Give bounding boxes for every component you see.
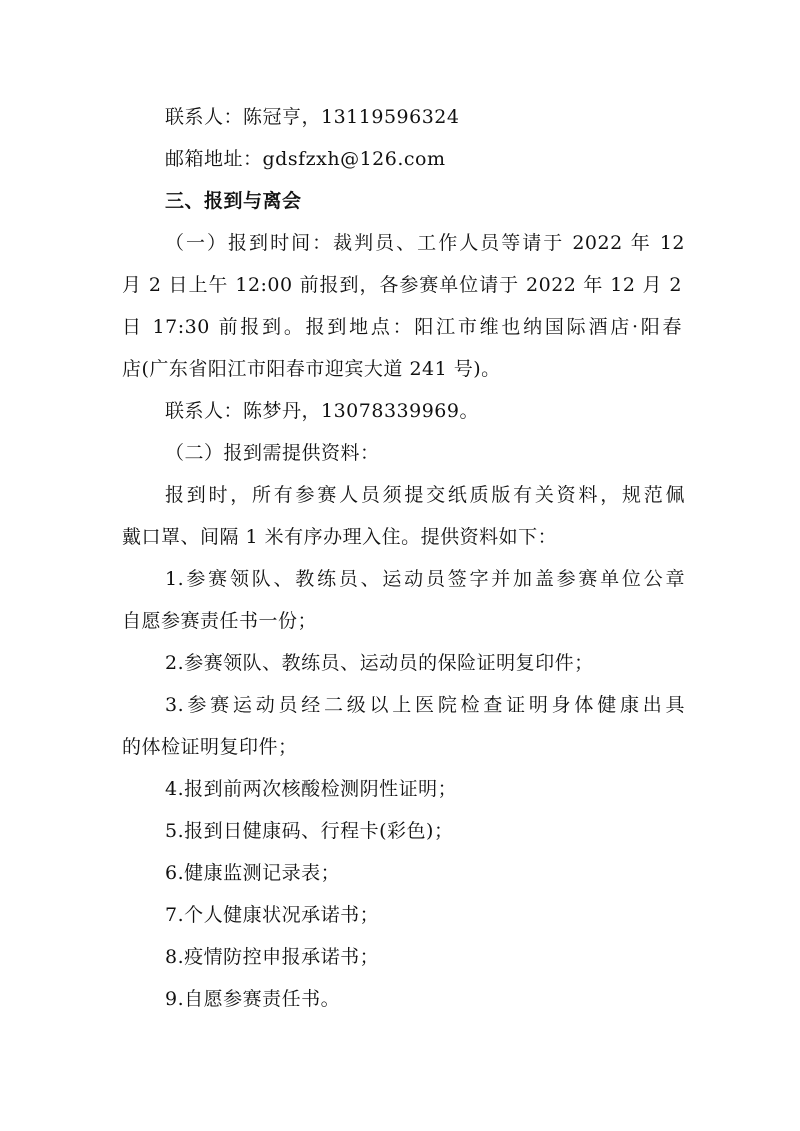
list-item-9: 9.自愿参赛责任书。	[165, 988, 341, 1010]
section-heading-report: 三、报到与离会	[165, 190, 302, 212]
intro-line-1: 报到时，所有参赛人员须提交纸质版有关资料，规范佩	[165, 484, 685, 506]
list-item-1-line-1: 1.参赛领队、教练员、运动员签字并加盖参赛单位公章	[165, 568, 685, 590]
list-item-5: 5.报到日健康码、行程卡(彩色)；	[165, 820, 454, 842]
contact-line-2: 联系人：陈梦丹，13078339969。	[165, 400, 479, 422]
materials-heading: （二）报到需提供资料：	[165, 442, 380, 464]
contact-line-1: 联系人：陈冠亨，13119596324	[165, 106, 460, 128]
report-time-line-3: 日 17:30 前报到。报到地点：阳江市维也纳国际酒店·阳春	[122, 316, 682, 338]
report-time-line-2: 月 2 日上午 12:00 前报到，各参赛单位请于 2022 年 12 月 2	[122, 274, 682, 296]
email-line: 邮箱地址：gdsfzxh@126.com	[165, 148, 446, 170]
list-item-2: 2.参赛领队、教练员、运动员的保险证明复印件；	[165, 652, 594, 674]
list-item-8: 8.疫情防控申报承诺书；	[165, 946, 380, 968]
list-item-6: 6.健康监测记录表；	[165, 862, 341, 884]
list-item-1-line-2: 自愿参赛责任书一份；	[122, 610, 318, 632]
list-item-4: 4.报到前两次核酸检测阴性证明；	[165, 778, 458, 800]
report-time-line-4: 店(广东省阳江市阳春市迎宾大道 241 号)。	[122, 358, 501, 380]
intro-line-2: 戴口罩、间隔 1 米有序办理入住。提供资料如下：	[122, 526, 558, 548]
report-time-line-1: （一）报到时间：裁判员、工作人员等请于 2022 年 12	[165, 232, 685, 254]
list-item-3-line-1: 3.参赛运动员经二级以上医院检查证明身体健康出具	[165, 694, 685, 716]
list-item-7: 7.个人健康状况承诺书；	[165, 904, 380, 926]
list-item-3-line-2: 的体检证明复印件；	[122, 736, 298, 758]
